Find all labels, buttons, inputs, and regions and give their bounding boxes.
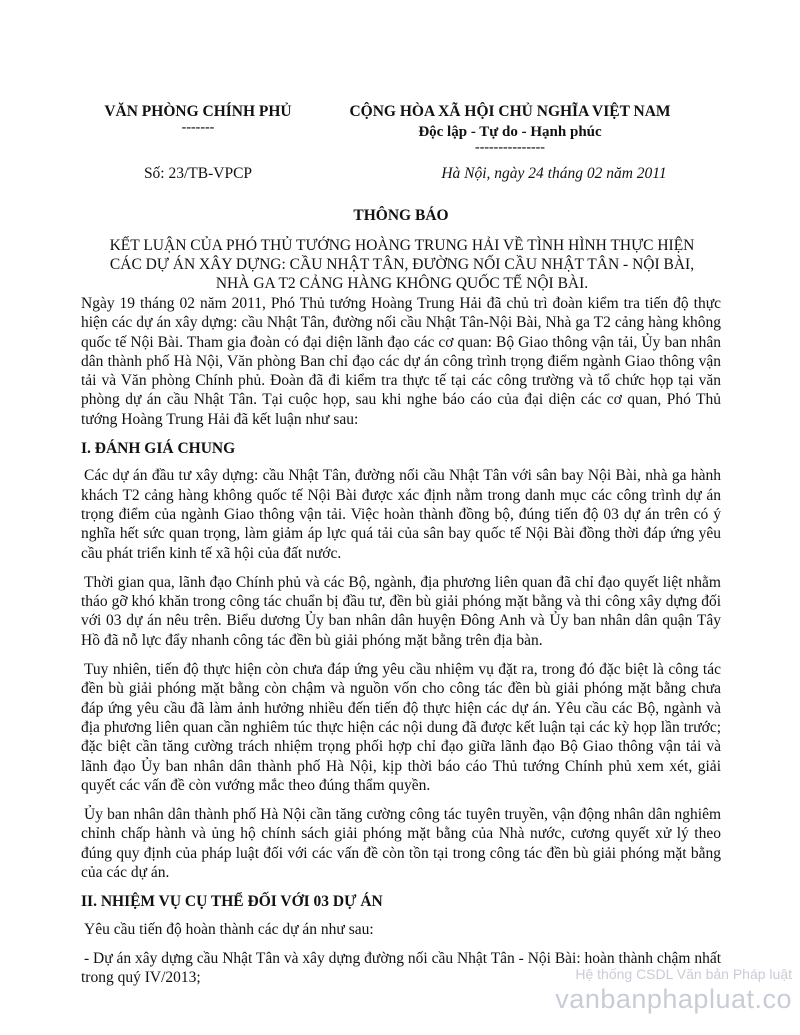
watermark-domain: vanbanphapluat.co	[555, 984, 792, 1014]
section-1-paragraph-1: Các dự án đầu tư xây dựng: cầu Nhật Tân, đường nối cầu Nhật Tân với sân bay Nội Bài, nhà ga hành khách T2 cảng hàng không quốc tế Nội Bài được xác định nằm trong danh mục các công trình dự án trọng điểm của ngành Giao thông vận tải. Việc hoàn thành đồng bộ, đúng tiến độ 03 dự án trên có ý nghĩa hết sức quan trọng, làm giảm áp lực quá tải của sân bay quốc tế Nội Bài đồng thời đáp ứng yêu cầu phát triển kinh tế xã hội của đất nước.	[81, 467, 721, 562]
document-body	[81, 294, 721, 998]
place-and-date: Hà Nội, ngày 24 tháng 02 năm 2011	[441, 165, 667, 182]
national-motto: Độc lập - Tự do - Hạnh phúc	[418, 124, 602, 140]
site-watermark	[555, 966, 792, 1016]
section-1-paragraph-2: Thời gian qua, lãnh đạo Chính phủ và các Bộ, ngành, địa phương liên quan đã chỉ đạo quyết liệt nhằm tháo gỡ khó khăn trong công tác chuẩn bị đầu tư, đền bù giải phóng mặt bằng và thi công xây dựng đối với 03 dự án nêu trên. Biểu dương Ủy ban nhân dân huyện Đông Anh và Ủy ban nhân dân quận Tây Hồ đã nỗ lực đẩy nhanh công tác đền bù giải phóng mặt bằng trên địa bàn.	[81, 573, 721, 649]
agency-divider: -------	[181, 120, 215, 135]
section-2-heading: II. NHIỆM VỤ CỤ THỂ ĐỐI VỚI 03 DỰ ÁN	[81, 893, 383, 911]
issuing-agency-block	[80, 102, 316, 134]
section-1-paragraph-4: Ủy ban nhân dân thành phố Hà Nội cần tăng cường công tác tuyên truyền, vận động nhân dân nghiêm chỉnh chấp hành và ủng hộ chính sách giải phóng mặt bằng của Nhà nước, cương quyết xử lý theo đúng quy định của pháp luật đối với các vấn đề còn tồn tại trong công tác đền bù giải phóng mặt bằng của các dự án.	[81, 806, 721, 882]
document-title: THÔNG BÁO	[353, 207, 449, 224]
section-2-paragraph-1: Yêu cầu tiến độ hoàn thành các dự án như sau:	[84, 920, 374, 938]
watermark-tagline: Hệ thống CSDL Văn bản Pháp luật	[575, 966, 792, 982]
issuing-agency: VĂN PHÒNG CHÍNH PHỦ	[104, 103, 292, 120]
document-subtitle: KẾT LUẬN CỦA PHÓ THỦ TƯỚNG HOÀNG TRUNG HẢI VỀ TÌNH HÌNH THỰC HIỆN CÁC DỰ ÁN XÂY DỰNG: CẦU NHẬT TÂN, ĐƯỜNG NỐI CẦU NHẬT TÂN - NỘI BÀI, NHÀ GA T2 CẢNG HÀNG KHÔNG QUỐC TẾ NỘI BÀI.	[109, 237, 695, 292]
motto-divider: ---------------	[475, 140, 545, 155]
section-1-paragraph-3: Tuy nhiên, tiến độ thực hiện còn chưa đáp ứng yêu cầu nhiệm vụ đặt ra, trong đó đặc biệt là công tác đền bù giải phóng mặt bằng còn chậm và nguồn vốn cho công tác đền bù giải phóng mặt bằng chưa đáp ứng yêu cầu đã làm ảnh hưởng nhiều đến tiến độ thực hiện các dự án. Yêu cầu các Bộ, ngành và địa phương liên quan cần nghiêm túc thực hiện các nội dung đã được kết luận tại các kỳ họp lần trước; đặc biệt cần tăng cường trách nhiệm trọng phối hợp chỉ đạo giữa lãnh đạo Bộ Giao thông vận tải và lãnh đạo Ủy ban nhân dân thành phố Hà Nội, kịp thời báo cáo Thủ tướng Chính phủ xem xét, giải quyết các vấn đề còn vướng mắc theo đúng thẩm quyền.	[81, 661, 721, 794]
section-1-heading: I. ĐÁNH GIÁ CHUNG	[81, 440, 236, 458]
document-number: Số: 23/TB-VPCP	[143, 165, 253, 182]
nation-name: CỘNG HÒA XÃ HỘI CHỦ NGHĨA VIỆT NAM	[349, 103, 671, 120]
intro-paragraph: Ngày 19 tháng 02 năm 2011, Phó Thủ tướng Hoàng Trung Hải đã chủ trì đoàn kiểm tra tiến độ thực hiện các dự án xây dựng: cầu Nhật Tân, đường nối cầu Nhật Tân-Nội Bài, Nhà ga T2 cảng hàng không quốc tế Nội Bài. Tham gia đoàn có đại diện lãnh đạo các cơ quan: Bộ Giao thông vận tải, Ủy ban nhân dân thành phố Hà Nội, Văn phòng Ban chỉ đạo các dự án công trình trọng điểm ngành Giao thông vận tải và Văn phòng Chính phủ. Đoàn đã đi kiểm tra thực tế tại các công trường và tổ chức họp tại văn phòng dự án cầu Nhật Tân. Tại cuộc họp, sau khi nghe báo cáo của đại diện các cơ quan, Phó Thủ tướng Hoàng Trung Hải đã kết luận như sau:	[81, 295, 721, 428]
section-2-paragraph-2: - Dự án xây dựng cầu Nhật Tân và xây dựng đường nối cầu Nhật Tân - Nội Bài: hoàn thành chậm nhất trong quý IV/2013;	[81, 949, 721, 987]
national-header-block	[300, 102, 720, 154]
